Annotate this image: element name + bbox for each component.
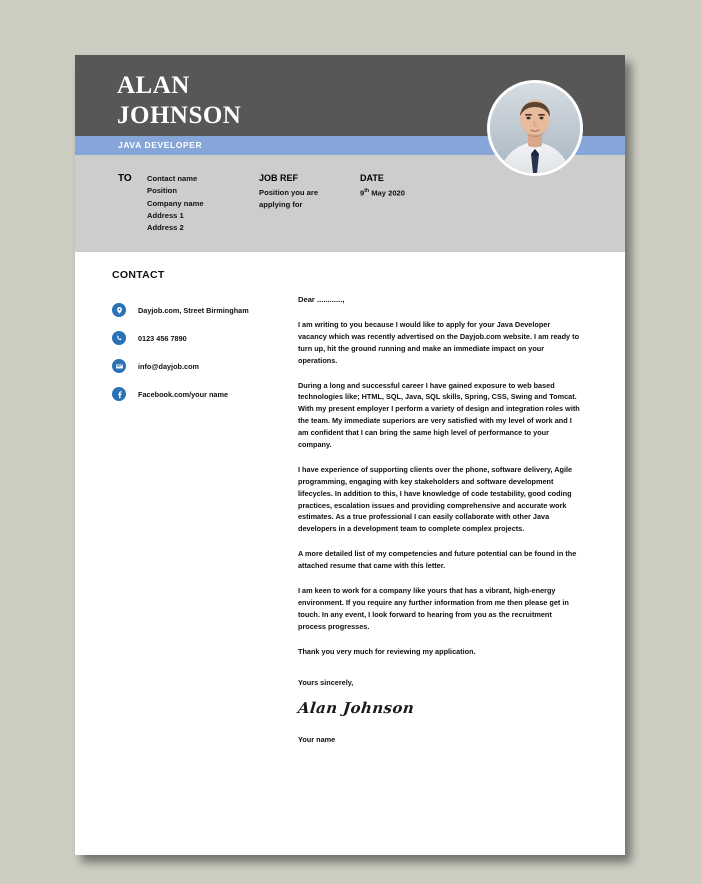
job-ref-column [259, 173, 318, 212]
letter-paragraph: During a long and successful career I have gained exposure to web based technologies like; HTML, SQL, Java, SQL skills, Spring, CSS, Swing and Tomcat. With my present employer I perform a variety of design and integration roles with the team. My immediate superiors are very satisfied with my level of work and I am confident that I can bring the same high level of performance to your company. [298, 380, 580, 450]
letter-body [75, 252, 625, 855]
to-line: Position [147, 186, 177, 196]
letter-paragraph: Thank you very much for reviewing my application. [298, 646, 476, 656]
to-line: Company name [147, 198, 204, 208]
email-icon [112, 359, 126, 373]
profile-photo-image [490, 83, 580, 173]
contact-phone-text: 0123 456 7890 [138, 333, 187, 343]
letter-paragraph: I am writing to you because I would like to apply for your Java Developer vacancy which was recently advertised on the Dayjob.com website. I am ready to turn up, hit the ground running and make an immediate impact on your operations. [298, 320, 580, 365]
to-line: Address 2 [147, 223, 184, 233]
date-column [360, 173, 405, 200]
facebook-icon [112, 387, 126, 401]
last-name: JOHNSON [117, 101, 242, 129]
profile-photo [487, 80, 583, 176]
contact-email-text: info@dayjob.com [138, 361, 200, 371]
contact-column [112, 269, 302, 415]
candidate-name [117, 71, 241, 130]
job-title: JAVA DEVELOPER [118, 140, 203, 150]
letter-paragraph: I am keen to work for a company like yours that has a vibrant, high-energy environment. If you require any further information from me then please get in touch. In any event, I look forward to hearing from you as the recruitment process progresses. [298, 586, 569, 631]
to-line: Address 1 [147, 210, 184, 220]
to-label: TO [118, 173, 132, 184]
your-name-placeholder: Your name [298, 735, 336, 745]
letter-paragraph: I have experience of supporting clients over the phone, software delivery, Agile programming, engaging with key stakeholders and software development lifecycles. In addition to this, I have knowledge of code testability, good coding practices, escalation issues and providing comprehensive and accurate work estimates. As a true professional I can easily collaborate with other Java developers in a development team to complete complex projects. [298, 464, 573, 534]
signature: Alan Johnson [297, 699, 416, 718]
job-ref-line: Position you are [259, 188, 319, 197]
date-value [360, 187, 405, 200]
job-ref-label: JOB REF [259, 173, 299, 183]
letter-column [298, 295, 580, 744]
to-value-column [147, 173, 204, 234]
to-line: Contact name [147, 174, 198, 183]
location-pin-icon [112, 303, 126, 317]
contact-heading: CONTACT [112, 269, 165, 281]
contact-address-text: Dayjob.com, Street Birmingham [138, 305, 249, 315]
salutation: Dear ............, [298, 295, 345, 304]
date-day: 9 [360, 188, 365, 198]
contact-item-address [112, 303, 302, 317]
to-label-column [118, 173, 132, 184]
first-name: ALAN [117, 72, 190, 99]
date-label: DATE [360, 173, 384, 183]
job-ref-line: applying for [259, 200, 303, 210]
phone-icon [112, 331, 126, 345]
contact-item-phone [112, 331, 302, 345]
contact-item-facebook [112, 387, 302, 401]
cover-letter-page [75, 55, 625, 855]
date-suffix: th [364, 188, 370, 194]
contact-facebook-text: Facebook.com/your name [138, 389, 229, 399]
date-rest: May 2020 [369, 188, 405, 198]
closing-line: Yours sincerely, [298, 678, 354, 688]
letter-paragraph: A more detailed list of my competencies and future potential can be found in the attached resume that came with this letter. [298, 549, 577, 571]
contact-item-email [112, 359, 302, 373]
